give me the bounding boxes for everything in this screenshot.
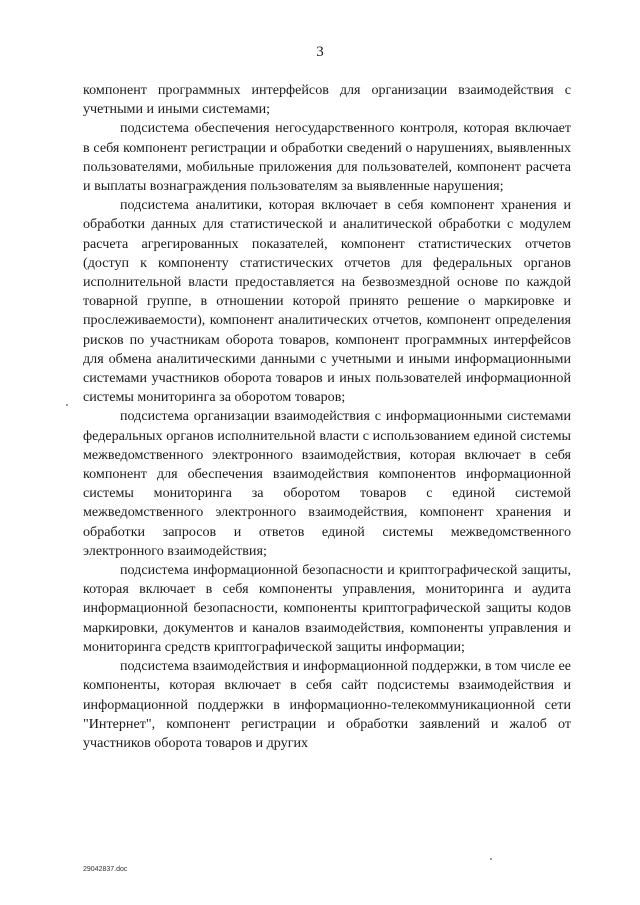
- scan-speck: [66, 404, 68, 406]
- paragraph-2: подсистема обеспечения негосударственного контроля, которая включает в себя компонент регистрации и обработки сведений о нарушениях, выявленных пользователями, мобильные приложения для пользователей, компонент расчета и выплаты вознаграждения пользователям за выявленные нарушения;: [83, 120, 571, 195]
- page-number: 3: [316, 44, 324, 60]
- scan-speck: [490, 858, 492, 860]
- paragraph-1: компонент программных интерфейсов для организации взаимодействия с учетными и иными системами;: [83, 82, 571, 118]
- paragraph-4: подсистема организации взаимодействия с информационными системами федеральных органов исполнительной власти с использованием единой системы межведомственного электронного взаимодействия, которая включает в себя компонент для обеспечения взаимодействия компонентов информационной системы мониторинга за оборотом товаров с единой системой межведомственного электронного взаимодействия, компонент хранения и обработки запросов и ответов единой системы межведомственного электронного взаимодействия;: [83, 408, 571, 559]
- paragraph-6: подсистема взаимодействия и информационной поддержки, в том числе ее компоненты, которая включает в себя сайт подсистемы взаимодействия и информационной поддержки в информационно-телекоммуникационной сети "Интернет", компонент регистрации и обработки заявлений и жалоб от участников оборота товаров и других: [83, 658, 571, 751]
- document-body: [83, 81, 571, 753]
- paragraph-3: подсистема аналитики, которая включает в себя компонент хранения и обработки данных для статистической и аналитической обработки с модулем расчета агрегированных показателей, компонент статистических отчетов (доступ к компоненту статистических отчетов для федеральных органов исполнительной власти предоставляется на безвозмездной основе по каждой товарной группе, в отношении которой принято решение о маркировке и прослеживаемости), компонент аналитических отчетов, компонент определения рисков по участникам оборота товаров, компонент программных интерфейсов для обмена аналитическими данными с учетными и иными информационными системами участников оборота товаров и иных пользователей информационной системы мониторинга за оборотом товаров;: [83, 197, 571, 406]
- paragraph-5: подсистема информационной безопасности и криптографической защиты, которая включает в себя компоненты управления, мониторинга и аудита информационной безопасности, компоненты криптографической защиты кодов маркировки, документов и каналов взаимодействия, компоненты управления и мониторинга средств криптографической защиты информации;: [83, 562, 571, 655]
- footer-filename: 29042837.doc: [83, 866, 128, 873]
